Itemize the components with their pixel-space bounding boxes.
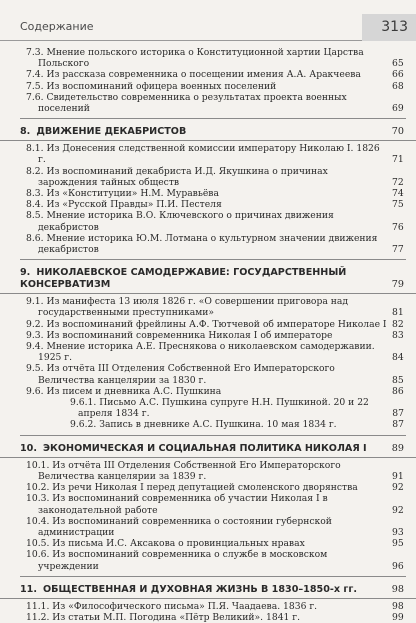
toc-entry-text: 11.2. Из статьи М.П. Погодина «Пётр Великий». 1841 г. xyxy=(26,611,301,623)
toc-entry-page: 87 xyxy=(392,408,404,420)
toc-entry-text: 10.6. Из воспоминаний современника о службе в московском учреждении xyxy=(26,549,328,572)
toc-entry[interactable]: 11.1. Из «Философического письма» П.Я. Чаадаева. 1836 г. 98 xyxy=(26,600,404,612)
chapter-heading[interactable] xyxy=(0,267,416,294)
header-rule xyxy=(0,40,416,41)
toc-entry-text: 8.2. Из воспоминаний декабриста И.Д. Якушкина о причинах зарождения тайных обществ xyxy=(26,165,328,188)
toc-entry[interactable]: 7.4. Из рассказа современника о посещении имения А.А. Аракчеева 66 xyxy=(26,69,404,81)
chapter-number: 9. xyxy=(20,267,31,279)
toc-entry[interactable]: 9.3. Из воспоминаний современника Николая I об императоре 83 xyxy=(26,329,404,341)
chapter-title: ОБЩЕСТВЕННАЯ И ДУХОВНАЯ ЖИЗНЬ В 1830–1850-х гг. xyxy=(43,583,358,595)
toc-entry[interactable]: 8.1. Из Донесения следственной комиссии императору Николаю I. 1826 г. 71 xyxy=(26,143,404,166)
toc-entry-text: 9.6.1. Письмо А.С. Пушкина супруге Н.Н. Пушкиной. 20 и 22 апреля 1834 г. xyxy=(70,397,369,420)
toc-entry[interactable]: 8.5. Мнение историка В.О. Ключевского о причинах движения декабристов 76 xyxy=(26,210,404,233)
toc-entry-text: 10.1. Из отчёта III Отделения Собственной Его Императорского Величества канцелярии за 1839 г. xyxy=(26,459,341,482)
toc-entry-text: 9.1. Из манифеста 13 июля 1826 г. «О совершении приговора над государственными преступниками» xyxy=(26,296,348,319)
toc-entry-text: 8.6. Мнение историка Ю.М. Лотмана о культурном значении движения декабристов xyxy=(26,232,378,256)
toc-subentry[interactable] xyxy=(0,419,416,430)
chapter-title: ДВИЖЕНИЕ ДЕКАБРИСТОВ xyxy=(36,126,187,138)
toc-entry-text: 8.1. Из Донесения следственной комиссии императору Николаю I. 1826 г. xyxy=(26,143,380,166)
toc-entry[interactable]: 8.6. Мнение историка Ю.М. Лотмана о культурном значении движения декабристов 77 xyxy=(26,232,404,256)
chapter-number: 10. xyxy=(20,442,37,454)
toc-entry-text: 10.2. Из речи Николая I перед депутацией смоленского дворянства xyxy=(26,482,358,494)
toc-entry-text: 7.5. Из воспоминаний офицера военных поселений xyxy=(26,80,277,92)
toc-entry-text: 8.3. Из «Конституции» Н.М. Муравьёва xyxy=(26,188,219,200)
toc-entry[interactable]: 8.4. Из «Русской Правды» П.И. Пестеля 75 xyxy=(26,199,404,211)
toc-entry-text: 9.3. Из воспоминаний современника Николая I об императоре xyxy=(26,329,333,341)
toc-entry[interactable]: 11.2. Из статьи М.П. Погодина «Пётр Великий». 1841 г. 99 xyxy=(26,611,404,623)
toc-entry[interactable]: 9.4. Мнение историка А.Е. Преснякова о николаевском самодержавии. 1925 г. 84 xyxy=(26,341,404,364)
toc-entry[interactable]: 10.5. Из письма И.С. Аксакова о провинциальных нравах 95 xyxy=(26,538,404,550)
table-of-contents xyxy=(0,47,416,623)
toc-entry-text: 7.4. Из рассказа современника о посещении имения А.А. Аракчеева xyxy=(26,69,361,81)
toc-entry[interactable]: 9.2. Из воспоминаний фрейлины А.Ф. Тютчевой об императоре Николае I 82 xyxy=(26,318,404,330)
page-number: 313 xyxy=(381,19,408,35)
section-divider xyxy=(20,118,406,119)
toc-entry[interactable]: 7.5. Из воспоминаний офицера военных поселений 68 xyxy=(26,80,404,92)
toc-entry-text: 8.5. Мнение историка В.О. Ключевского о причинах движения декабристов xyxy=(26,210,334,233)
toc-entry-text: 9.2. Из воспоминаний фрейлины А.Ф. Тютчевой об императоре Николае I xyxy=(26,318,387,330)
toc-entry-page: 87 xyxy=(392,419,404,431)
chapter-number: 8. xyxy=(20,126,31,138)
page-header xyxy=(0,0,416,44)
toc-entry[interactable]: 9.5. Из отчёта III Отделения Собственной Его Императорского Величества канцелярии за 1830 г. 85 xyxy=(26,363,404,386)
toc-entry[interactable]: 9.6. Из писем и дневника А.С. Пушкина 86 xyxy=(26,385,404,397)
section-divider xyxy=(20,576,406,577)
chapter-page: 98 xyxy=(391,583,404,595)
section-divider xyxy=(20,259,406,260)
toc-entry-text: 9.4. Мнение историка А.Е. Преснякова о николаевском самодержавии. 1925 г. xyxy=(26,341,375,364)
chapter-number: 11. xyxy=(20,583,37,595)
chapter-page: 89 xyxy=(391,442,404,454)
toc-entry-text: 10.3. Из воспоминаний современника об участии Николая I в законодательной работе xyxy=(26,493,328,516)
toc-entry-text: 7.3. Мнение польского историка о Конституционной хартии Царства Польского xyxy=(26,47,364,70)
toc-entry-text: 9.5. Из отчёта III Отделения Собственной Его Императорского Величества канцелярии за 1830 г. xyxy=(26,363,335,386)
toc-entry[interactable]: 8.3. Из «Конституции» Н.М. Муравьёва 74 xyxy=(26,188,404,200)
toc-entry-text: 7.6. Свидетельство современника о результатах проекта военных поселений xyxy=(26,91,347,115)
toc-entry-text: 11.1. Из «Философического письма» П.Я. Чаадаева. 1836 г. xyxy=(26,600,318,612)
chapter-page: 70 xyxy=(391,126,404,138)
running-title: Содержание xyxy=(20,20,94,33)
toc-entry[interactable]: 8.2. Из воспоминаний декабриста И.Д. Якушкина о причинах зарождения тайных обществ 72 xyxy=(26,165,404,188)
toc-entry-text: 9.6. Из писем и дневника А.С. Пушкина xyxy=(26,385,222,397)
chapter-title: ЭКОНОМИЧЕСКАЯ И СОЦИАЛЬНАЯ ПОЛИТИКА НИКОЛАЯ I xyxy=(43,442,367,454)
toc-entry-text: 10.4. Из воспоминаний современника о состоянии губернской администрации xyxy=(26,515,332,538)
chapter-heading[interactable] xyxy=(0,126,416,141)
section-divider xyxy=(20,435,406,436)
toc-entry-text: 8.4. Из «Русской Правды» П.И. Пестеля xyxy=(26,199,222,211)
toc-entry[interactable]: 10.2. Из речи Николая I перед депутацией смоленского дворянства 92 xyxy=(26,482,404,494)
toc-entry[interactable]: 10.4. Из воспоминаний современника о состоянии губернской администрации 93 xyxy=(26,515,404,538)
toc-entry[interactable]: 10.1. Из отчёта III Отделения Собственной Его Императорского Величества канцелярии за 1839 г. 91 xyxy=(26,459,404,482)
chapter-title: НИКОЛАЕВСКОЕ САМОДЕРЖАВИЕ: ГОСУДАРСТВЕННЫЙ КОНСЕРВАТИЗМ xyxy=(20,267,347,291)
chapter-heading[interactable] xyxy=(0,443,416,458)
toc-subentry[interactable] xyxy=(0,397,416,419)
toc-entry[interactable]: 10.3. Из воспоминаний современника об участии Николая I в законодательной работе 92 xyxy=(26,493,404,516)
chapter-heading[interactable] xyxy=(0,584,416,599)
toc-entry-text: 9.6.2. Запись в дневнике А.С. Пушкина. 10 мая 1834 г. xyxy=(70,419,337,431)
toc-entry[interactable]: 7.6. Свидетельство современника о результатах проекта военных поселений 69 xyxy=(26,91,404,115)
toc-entry[interactable]: 9.1. Из манифеста 13 июля 1826 г. «О совершении приговора над государственными преступниками» 81 xyxy=(26,296,404,319)
toc-entry-text: 10.5. Из письма И.С. Аксакова о провинциальных нравах xyxy=(26,538,305,550)
chapter-page: 79 xyxy=(391,279,404,291)
toc-entry[interactable]: 7.3. Мнение польского историка о Конституционной хартии Царства Польского 65 xyxy=(26,47,404,70)
toc-entry[interactable]: 10.6. Из воспоминаний современника о службе в московском учреждении 96 xyxy=(26,549,404,572)
